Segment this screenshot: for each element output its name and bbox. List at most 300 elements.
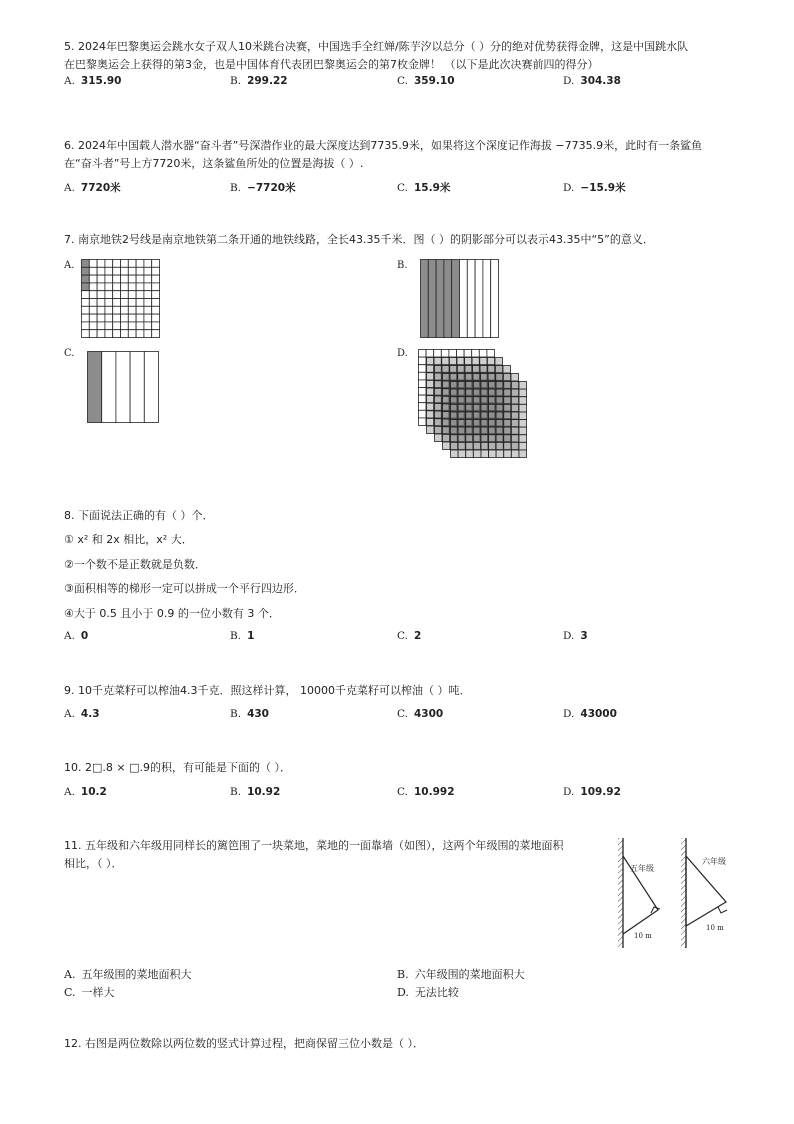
question-10 [64, 759, 734, 777]
grid-cell [489, 435, 497, 443]
question-11-options-row2 [64, 984, 734, 1002]
grid-cell [451, 442, 459, 450]
dim-label-5: 10 m [634, 932, 652, 940]
grid-cell [89, 314, 97, 322]
grid-cell [89, 267, 97, 275]
grid-cell [451, 435, 459, 443]
grid-cell [105, 260, 113, 268]
grid-cell [511, 389, 519, 397]
grid-cell [435, 381, 443, 389]
grid-cell [481, 397, 489, 405]
grid-cell [144, 260, 152, 268]
grid-cell [449, 358, 457, 366]
question-5-options [64, 75, 734, 93]
option-c[interactable]: C. 一样大 [64, 986, 115, 999]
grid-cell [466, 389, 474, 397]
grid-cell [121, 314, 129, 322]
grid-cell [464, 350, 472, 358]
grid-cell [152, 306, 160, 314]
grid-cell [489, 382, 497, 390]
grid-cell [419, 418, 427, 426]
grid-cell [496, 435, 504, 443]
question-9 [64, 682, 734, 700]
grid-cell [144, 330, 152, 338]
grid-cell [442, 358, 450, 366]
option-c[interactable]: C. 15.9米 [397, 182, 451, 194]
grid-cell [465, 374, 473, 382]
strip [421, 260, 429, 338]
grid-cell [97, 275, 105, 283]
grid-cell [511, 374, 519, 382]
grid-cell [128, 291, 136, 299]
figure-d-label[interactable]: D. [397, 348, 408, 359]
grid-cell [105, 283, 113, 291]
grid-cell [451, 427, 459, 435]
grid-cell [97, 260, 105, 268]
grid-cell [496, 374, 504, 382]
question-9-options [64, 708, 734, 726]
option-b[interactable]: B. 六年级围的菜地面积大 [397, 968, 525, 981]
grid-cell [136, 306, 144, 314]
grid-cell [496, 427, 504, 435]
option-c[interactable]: C. 4300 [397, 708, 444, 720]
triangle-grade-6 [686, 856, 726, 926]
question-12 [64, 1035, 734, 1053]
grid-cell [489, 389, 497, 397]
question-11 [64, 837, 604, 873]
grid-cell [97, 314, 105, 322]
grid-cell [97, 299, 105, 307]
grid-cell [473, 374, 481, 382]
grid-cell [489, 450, 497, 458]
grid-cell [144, 322, 152, 330]
strip [436, 260, 444, 338]
grid-cell [481, 450, 489, 458]
grid-cell [89, 275, 97, 283]
grid-cell [435, 366, 443, 374]
option-a[interactable]: A. 0 [64, 630, 89, 642]
grid-cell [519, 404, 527, 412]
grid-cell [435, 426, 443, 434]
grid-cell [496, 450, 504, 458]
grid-cell [481, 382, 489, 390]
grid-cell [466, 420, 474, 428]
grid-cell [481, 427, 489, 435]
grade-6-label: 六年级 [702, 857, 726, 866]
grid-cell [489, 442, 497, 450]
grid-cell [519, 450, 527, 458]
grid-cell [89, 330, 97, 338]
grid-cell [487, 350, 495, 358]
grid-cell [144, 291, 152, 299]
question-12-line1: 12. 右图是两位数除以两位数的竖式计算过程，把商保留三位小数是（ ）． [64, 1037, 424, 1050]
grid-cell [82, 275, 90, 283]
grid-cell [458, 450, 466, 458]
grid-cell [519, 442, 527, 450]
grid-cell [504, 442, 512, 450]
wall-left-hatch [618, 838, 623, 948]
grid-cell [152, 260, 160, 268]
grid-cell [427, 396, 435, 404]
option-d[interactable]: D. 304.38 [563, 75, 621, 87]
grid-cell [473, 427, 481, 435]
grid-cell [473, 397, 481, 405]
grid-cell [128, 283, 136, 291]
grid-cell [427, 373, 435, 381]
grid-cell [504, 412, 512, 420]
grid-cell [458, 412, 466, 420]
grid-cell [144, 283, 152, 291]
grid-cell [105, 299, 113, 307]
figure-c-strips [87, 351, 159, 423]
grid-cell [427, 380, 435, 388]
grid-cell [451, 382, 459, 390]
question-9-line1: 9. 10千克菜籽可以榨油4.3千克．照这样计算， 10000千克菜籽可以榨油（ ）吨． [64, 684, 471, 697]
question-5 [64, 38, 734, 74]
grid-cell [451, 412, 459, 420]
option-a[interactable]: A. 315.90 [64, 75, 122, 87]
grid-cell [487, 358, 495, 366]
option-d[interactable]: D. 3 [563, 630, 588, 642]
grid-cell [519, 427, 527, 435]
grid-cell [121, 283, 129, 291]
grid-cell [489, 404, 497, 412]
grid-cell [481, 412, 489, 420]
grid-cell [443, 381, 451, 389]
grid-cell [473, 366, 481, 374]
grid-cell [419, 380, 427, 388]
grid-cell [427, 403, 435, 411]
grid-cell [457, 350, 465, 358]
grid-cell [472, 358, 480, 366]
grid-cell [434, 350, 442, 358]
grid-cell [451, 389, 459, 397]
grid-cell [465, 366, 473, 374]
grid-cell [450, 366, 458, 374]
grid-cell [495, 366, 503, 374]
strip [88, 352, 102, 423]
grid-cell [466, 404, 474, 412]
grid-cell [511, 397, 519, 405]
grid-cell [458, 374, 466, 382]
grid-cell [481, 404, 489, 412]
grid-cell [89, 291, 97, 299]
strip [452, 260, 460, 338]
grid-cell [511, 435, 519, 443]
strip [428, 260, 436, 338]
grid-cell [435, 419, 443, 427]
grid-cell [489, 420, 497, 428]
grid-cell [97, 330, 105, 338]
grid-cell [473, 450, 481, 458]
grid-cell [82, 322, 90, 330]
grid-cell [89, 306, 97, 314]
grid-cell [121, 275, 129, 283]
option-a[interactable]: A. 4.3 [64, 708, 100, 720]
grid-cell [496, 389, 504, 397]
grid-cell [97, 322, 105, 330]
grid-cell [519, 389, 527, 397]
grid-cell [152, 330, 160, 338]
grid-cell [496, 412, 504, 420]
grid-cell [419, 350, 427, 358]
grid-cell [443, 434, 451, 442]
grid-cell [152, 322, 160, 330]
grid-cell [504, 427, 512, 435]
grid-cell [82, 306, 90, 314]
option-d[interactable]: D. 109.92 [563, 786, 621, 798]
grid-cell [434, 358, 442, 366]
grid-cell [152, 314, 160, 322]
grid-cell [105, 322, 113, 330]
figure-a-label[interactable]: A. [64, 260, 75, 271]
grid-cell [479, 350, 487, 358]
grid-cell [496, 420, 504, 428]
grid-cell [519, 420, 527, 428]
grid-cell [504, 420, 512, 428]
grid-cell [488, 374, 496, 382]
grid-cell [481, 442, 489, 450]
grid-cell [489, 412, 497, 420]
grid-cell [105, 314, 113, 322]
grid-cell [481, 420, 489, 428]
grid-cell [113, 322, 121, 330]
option-b[interactable]: B. 10.92 [230, 786, 281, 798]
statement-4: ④大于 0.5 且小于 0.9 的一位小数有 3 个． [64, 607, 280, 620]
option-a[interactable]: A. 7720米 [64, 182, 121, 194]
grid-cell [443, 396, 451, 404]
grid-cell [511, 420, 519, 428]
grid-cell [466, 442, 474, 450]
grid-cell [128, 260, 136, 268]
grid-cell [496, 442, 504, 450]
grid-cell [121, 322, 129, 330]
grid-cell [435, 411, 443, 419]
grid-cell [481, 389, 489, 397]
grid-cell [496, 397, 504, 405]
grid-cell [458, 397, 466, 405]
grid-cell [136, 283, 144, 291]
grid-cell [136, 330, 144, 338]
grid-cell [105, 330, 113, 338]
grid-cell [511, 450, 519, 458]
grid-cell [419, 403, 427, 411]
question-10-line1: 10. 2□.8 × □.9的积，有可能是下面的（ ）． [64, 761, 291, 774]
grid-cell [435, 404, 443, 412]
grid-cell [136, 322, 144, 330]
grid-cell [105, 275, 113, 283]
wall-right-hatch [681, 838, 686, 948]
option-c[interactable]: C. 359.10 [397, 75, 455, 87]
grid-cell [443, 427, 451, 435]
grid-cell [105, 291, 113, 299]
grid-cell [442, 366, 450, 374]
question-7-line1: 7. 南京地铁2号线是南京地铁第二条开通的地铁线路，全长43.35千米．图（ ）的阴影部分可以表示43.35中“5”的意义． [64, 233, 654, 246]
grid-cell [504, 450, 512, 458]
question-6-options [64, 180, 734, 198]
grid-cell [451, 404, 459, 412]
grid-cell [435, 388, 443, 396]
grid-cell [419, 388, 427, 396]
grid-cell [480, 366, 488, 374]
grid-cell [451, 420, 459, 428]
strip [444, 260, 452, 338]
grid-cell [144, 267, 152, 275]
grid-cell [496, 382, 504, 390]
grid-cell [519, 412, 527, 420]
grid-cell [443, 374, 451, 382]
grid-cell [113, 306, 121, 314]
question-6 [64, 137, 734, 173]
grid-cell [435, 373, 443, 381]
grid-cell [504, 397, 512, 405]
grid-cell [504, 404, 512, 412]
grid-cell [113, 291, 121, 299]
grid-cell [511, 404, 519, 412]
strip [116, 352, 130, 423]
figure-d-stacked-grids [418, 349, 538, 465]
grid-cell [128, 267, 136, 275]
grid-cell [495, 358, 503, 366]
grid-cell [466, 412, 474, 420]
grid-cell [473, 435, 481, 443]
grid-cell [458, 382, 466, 390]
grid-cell [443, 389, 451, 397]
grid-cell [128, 330, 136, 338]
grid-cell [82, 314, 90, 322]
grid-cell [82, 260, 90, 268]
grid-cell [136, 291, 144, 299]
grid-cell [426, 350, 434, 358]
strip [102, 352, 116, 423]
question-5-line2: 在巴黎奥运会上获得的第3金，也是中国体育代表团巴黎奥运会的第7枚金牌！ （以下是此次决赛前四的得分） [64, 58, 599, 71]
strip [130, 352, 144, 423]
figure-b-label[interactable]: B. [397, 260, 408, 271]
grid-cell [443, 404, 451, 412]
grade-5-label: 五年级 [630, 864, 654, 873]
grid-cell [113, 283, 121, 291]
grid-cell [144, 306, 152, 314]
option-c[interactable]: C. 2 [397, 630, 422, 642]
grid-cell [504, 382, 512, 390]
option-d[interactable]: D. −15.9米 [563, 182, 626, 194]
grid-cell [481, 374, 489, 382]
grid-cell [466, 427, 474, 435]
grid-cell [128, 314, 136, 322]
grid-cell [82, 283, 90, 291]
grid-cell [82, 291, 90, 299]
option-c[interactable]: C. 10.992 [397, 786, 455, 798]
grid-cell [144, 314, 152, 322]
strip [483, 260, 491, 338]
grid-cell [136, 267, 144, 275]
grid-cell [466, 397, 474, 405]
grid-cell [419, 357, 427, 365]
grid-cell [458, 427, 466, 435]
grid-cell [473, 442, 481, 450]
grid-cell [89, 299, 97, 307]
strip [144, 352, 158, 423]
grid-cell [466, 435, 474, 443]
grid-cell [152, 291, 160, 299]
grid-cell [152, 275, 160, 283]
statement-1: ① x² 和 2x 相比，x² 大． [64, 533, 193, 546]
grid-cell [503, 374, 511, 382]
grid-cell [427, 358, 435, 366]
grid-cell [136, 260, 144, 268]
grid-cell [473, 382, 481, 390]
grid-cell [443, 419, 451, 427]
grid-cell [511, 442, 519, 450]
statement-3: ③面积相等的梯形一定可以拼成一个平行四边形． [64, 582, 305, 595]
grid-cell [450, 374, 458, 382]
option-b[interactable]: B. 1 [230, 630, 255, 642]
grid-cell [89, 322, 97, 330]
grid-cell [427, 411, 435, 419]
option-d[interactable]: D. 43000 [563, 708, 617, 720]
strip [475, 260, 483, 338]
option-b[interactable]: B. 430 [230, 708, 269, 720]
grid-cell [481, 435, 489, 443]
grid-cell [473, 412, 481, 420]
grid-cell [488, 366, 496, 374]
grid-cell [113, 260, 121, 268]
grid-cell [97, 291, 105, 299]
grid-cell [136, 275, 144, 283]
grid-cell [82, 299, 90, 307]
grid-cell [472, 350, 480, 358]
grid-cell [443, 412, 451, 420]
strip [467, 260, 475, 338]
strip [491, 260, 499, 338]
grid-cell [144, 275, 152, 283]
grid-cell [458, 389, 466, 397]
option-a[interactable]: A. 五年级围的菜地面积大 [64, 968, 192, 981]
grid-cell [496, 404, 504, 412]
grid-cell [519, 397, 527, 405]
figure-c-label[interactable]: C. [64, 348, 75, 359]
question-6-line1: 6. 2024年中国载人潜水器“奋斗者”号深潜作业的最大深度达到7735.9米，如果将这个深度记作海拔 −7735.9米，此时有一条鲨鱼 [64, 139, 703, 152]
grid-cell [435, 434, 443, 442]
option-b[interactable]: B. 299.22 [230, 75, 288, 87]
grid-cell [121, 267, 129, 275]
grid-cell [121, 330, 129, 338]
grid-cell [89, 260, 97, 268]
grid-cell [113, 299, 121, 307]
grid-cell [128, 306, 136, 314]
grid-cell [113, 275, 121, 283]
grid-cell [458, 442, 466, 450]
grid-cell [113, 314, 121, 322]
grid-cell [89, 283, 97, 291]
grid-cell [427, 388, 435, 396]
grid-cell [473, 404, 481, 412]
grid-cell [97, 267, 105, 275]
grid-cell [419, 365, 427, 373]
option-d[interactable]: D. 无法比较 [397, 986, 459, 999]
grid-cell [105, 306, 113, 314]
option-a[interactable]: A. 10.2 [64, 786, 107, 798]
grid-cell [113, 330, 121, 338]
grid-cell [449, 350, 457, 358]
grid-cell [128, 322, 136, 330]
grid-cell [519, 382, 527, 390]
right-angle-6 [718, 907, 727, 913]
option-b[interactable]: B. −7720米 [230, 182, 296, 194]
question-11-options-row1 [64, 966, 734, 984]
grid-cell [419, 395, 427, 403]
question-8-options [64, 630, 734, 648]
